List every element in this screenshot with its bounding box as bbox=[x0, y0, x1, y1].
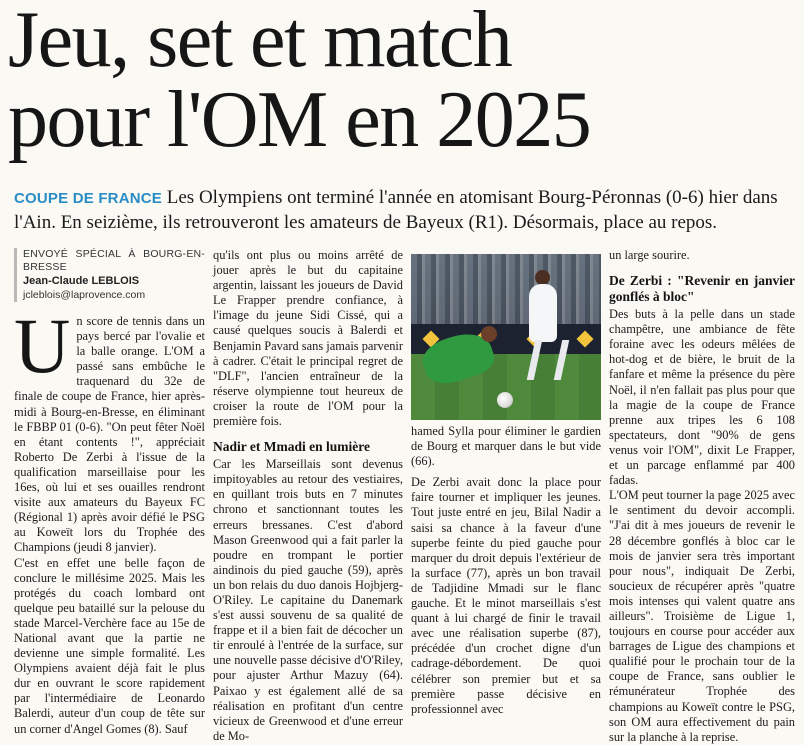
paragraph: qu'ils ont plus ou moins arrêté de jouer après le but du capitaine argentin, laissant les joueurs de David Le Frapper prendre confiance, à l'image du jeune Sidi Cissé, qui a causé quelques soucis à Balerdi et Benjamin Pavard sans jamais parvenir à cadrer. C'était le principal regret de "DLF", l'ancien entraîneur de la réserve olympienne tout heureux de croiser la route de l'OM pour la première fois. bbox=[213, 248, 403, 429]
subheading-nadir-mmadi: Nadir et Mmadi en lumière bbox=[213, 439, 370, 455]
goalkeeper-head bbox=[481, 326, 497, 342]
headline bbox=[8, 0, 798, 164]
column-1 bbox=[14, 248, 205, 737]
match-photo bbox=[411, 254, 601, 420]
byline-email[interactable]: jcleblois@laprovence.com bbox=[23, 289, 146, 301]
section-kicker: COUPE DE FRANCE bbox=[14, 190, 163, 207]
paragraph: De Zerbi avait donc la place pour faire tourner et impliquer les jeunes. Tout juste entré en jeu, Bilal Nadir a saisi sa chance à la faveur d'une superbe feinte du pied gauche pour marquer du droit depuis l'extérieur de la surface (77), après un bon travail de Tadjidine Mmadi sur le flanc gauche. Et le minot marseillais s'est quant à lui chargé de finir le travail avec une réalisation superbe (87), précédée d'un crochet digne d'un cadrage-débordement. De quoi célébrer son premier but et sa première passe décisive en professionnel avec bbox=[411, 475, 601, 716]
column-3 bbox=[411, 424, 601, 717]
player-head bbox=[535, 270, 550, 285]
byline-envoy: ENVOYÉ SPÉCIAL À BOURG-EN-BRESSE bbox=[23, 248, 205, 273]
deck-text: Les Olympiens ont terminé l'année en atomisant Bourg-Péronnas (0-6) hier dans l'Ain. En seizième, ils retrouveront les amateurs de Bayeux (R1). Désormais, place au repos. bbox=[14, 187, 778, 233]
paragraph: Des buts à la pelle dans un stade champêtre, une ambiance de fête foraine avec les odeurs mêlées de hot-dog et de bière, le bruit de la fanfare et même la présence du père Noël, il n'en fallait pas plus pour que la magie de la coupe de France prenne aux tripes les 6 108 spectateurs, dont "90% de gens venus voir l'OM", dixit Le Frapper, et un parcage enflammé par 400 fadas. bbox=[609, 307, 795, 488]
paragraph: un large sourire. bbox=[609, 248, 690, 262]
byline-author: Jean-Claude LEBLOIS bbox=[23, 275, 140, 287]
headline-line-1: Jeu, set et match bbox=[8, 0, 512, 84]
football bbox=[497, 392, 513, 408]
paragraph: Car les Marseillais sont devenus impitoyables au retour des vestiaires, en quillant trois buts en 7 minutes chrono et sanctionnant toutes les erreurs bressanes. C'est d'abord Mason Greenwood qui a fait parler la poudre en trompant le portier aindinois du pied gauche (59), après un bon relais du duo danois Hojbjerg-O'Riley. Le capitaine du Danemark s'est aussi souvenu de sa qualité de frappe et il a bien fait de décocher un tir enroulé à l'entrée de la surface, sur une nouvelle passe décisive d'O'Riley, pour ajuster Arthur Mazuy (64). Paixao y est également allé de sa réalisation en profitant d'un centre vicieux de Greenwood et d'une erreur de Mo- bbox=[213, 457, 403, 743]
paragraph: hamed Sylla pour éliminer le gardien de Bourg et marquer dans le but vide (66). bbox=[411, 424, 601, 469]
paragraph: C'est en effet une belle façon de conclure le millésime 2025. Mais les protégés du coach lombard ont quelque peu bataillé sur la pelouse du stade Marcel-Verchère face au 15e de National avant que la partie ne devienne une simple formalité. Les Olympiens avaient déjà fait le plus dur en ouvrant le score rapidement par l'intermédiaire de Leonardo Balerdi, auteur d'un coup de tête sur un corner d'Angel Gomes (8). Sauf bbox=[14, 555, 205, 736]
paragraph bbox=[14, 302, 205, 556]
byline bbox=[14, 248, 205, 302]
paragraph-text: n score de tennis dans un pays bercé par l'ovalie et la balle orange. L'OM a passé sans embûche le traquenard du 32e de finale de coupe de France, hier après-midi à Bourg-en-Bresse, en éliminant le FBBP 01 (0-6). "On peut fêter Noël en étant contents !", appréciait Roberto De Zerbi à l'issue de la qualification marseillaise pour les 16es, où lui et ses ouailles rendront visite aux amateurs du Bayeux FC (Régional 1) après avoir défié le PSG au Koweït lors du Trophée des Champions (jeudi 8 janvier). bbox=[14, 314, 205, 555]
stadium-stand bbox=[411, 254, 601, 324]
dropcap-letter: U bbox=[14, 302, 71, 389]
column-2 bbox=[213, 248, 403, 744]
subheading-de-zerbi: De Zerbi : "Revenir en janvier gonflés à bloc" bbox=[609, 273, 795, 305]
article-deck bbox=[14, 186, 794, 235]
player-figure bbox=[529, 284, 557, 342]
column-4 bbox=[609, 248, 795, 745]
paragraph: L'OM peut tourner la page 2025 avec le sentiment du devoir accompli. "J'ai dit à mes joueurs de revenir le 28 décembre gonflés à bloc car le mois de janvier sera très important pour nous", indiquait De Zerbi, soucieux de récupérer après "quatre mois intenses qui valent quatre ans ailleurs". Troisième de Ligue 1, toujours en course pour accéder aux barrages de Ligue des champions et qualifié pour le prochain tour de la coupe de France, sans oublier le rémunérateur Trophée des champions au Koweït contre le PSG, son OM aura effectivement du pain sur la planche à la reprise. bbox=[609, 488, 795, 744]
headline-line-2: pour l'OM en 2025 bbox=[8, 76, 591, 164]
